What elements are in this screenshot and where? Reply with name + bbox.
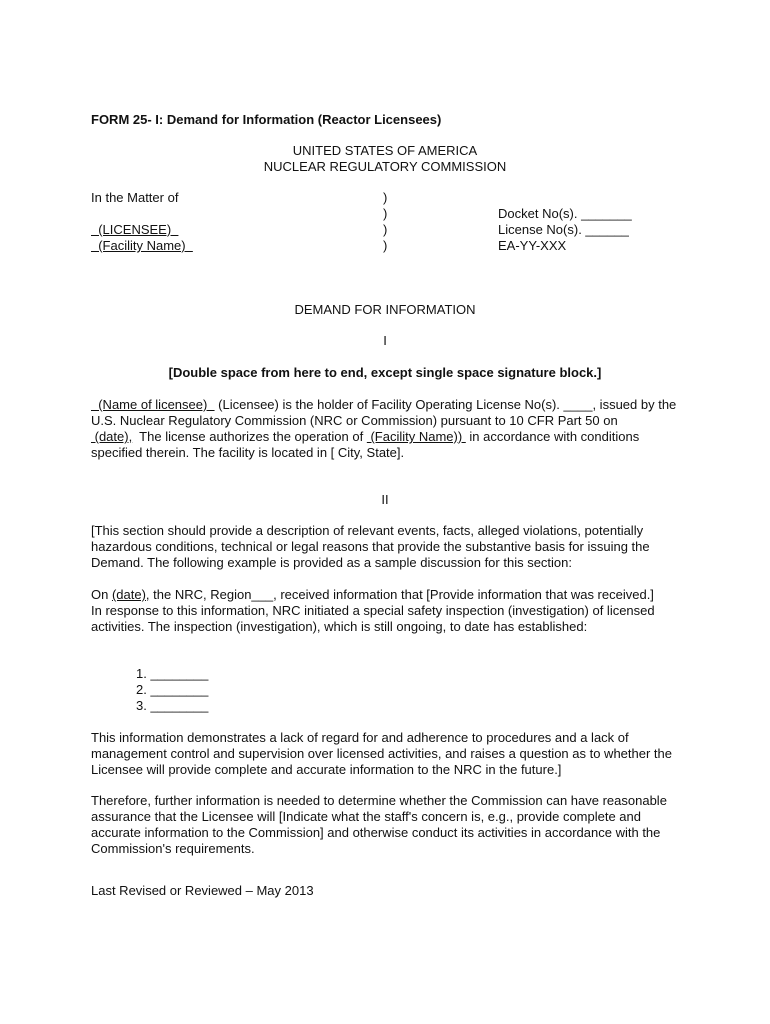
caption-paren: ) — [383, 206, 388, 221]
form-title: FORM 25- I: Demand for Information (Reactor Licensees) — [91, 112, 442, 127]
agency-line-1: UNITED STATES OF AMERICA — [292, 143, 478, 158]
licensee-paragraph-text-c: in accordance with conditions specified therein. The facility is located in [ City, State]. — [91, 429, 640, 460]
licensee-placeholder: (LICENSEE) — [91, 222, 179, 237]
list-item: 3. ________ — [136, 698, 209, 713]
in-the-matter-of: In the Matter of — [91, 190, 179, 205]
example-text-b: the NRC, Region___, received information that [Provide information that was received.] In response to this information, NRC initiated a special safety inspection (investigation) of licensed activities. The inspection (investigation), which is still ongoing, to date has established: — [91, 587, 655, 634]
section-description-paragraph: [This section should provide a description of relevant events, facts, alleged violations, potentially hazardous conditions, technical or legal reasons that provide the substantive basis for issuing the Demand. The following example is provided as a sample discussion for this section: — [91, 523, 650, 570]
list-item: 2. ________ — [136, 682, 209, 697]
caption-paren: ) — [383, 238, 388, 253]
licensee-paragraph — [91, 397, 687, 461]
section-numeral-1: I — [383, 333, 387, 348]
docket-number: Docket No(s). _______ — [498, 206, 632, 221]
ea-number: EA-YY-XXX — [498, 238, 567, 253]
conclusion-paragraph: This information demonstrates a lack of regard for and adherence to procedures and a lack of management control and supervision over licensed activities, and raises a question as to whether the Licensee will provide complete and accurate information to the NRC in the future.] — [91, 730, 672, 777]
spacing-instruction: [Double space from here to end, except single space signature block.] — [168, 365, 602, 380]
revision-footer: Last Revised or Reviewed – May 2013 — [91, 883, 314, 898]
example-text-a: On — [91, 587, 112, 602]
license-number: License No(s). ______ — [498, 222, 629, 237]
caption-paren: ) — [383, 190, 388, 205]
section-numeral-2: II — [381, 492, 389, 507]
name-of-licensee-placeholder: (Name of licensee) — [91, 397, 215, 412]
facility-name-placeholder: (Facility Name)) — [366, 429, 466, 444]
example-date-placeholder: (date), — [111, 587, 150, 602]
caption-paren: ) — [383, 222, 388, 237]
licensee-paragraph-text-b: The license authorizes the operation of — [132, 429, 367, 444]
therefore-paragraph: Therefore, further information is needed to determine whether the Commission can have reasonable assurance that the Licensee will [Indicate what the staff's concern is, e.g., provide complete and accurate information to the Commission] and otherwise conduct its activities in accordance with the Commission's requirements. — [91, 793, 667, 856]
facility-placeholder: (Facility Name) — [91, 238, 193, 253]
date-placeholder: (date), — [91, 429, 133, 444]
licensee-paragraph-text-a: (Licensee) is the holder of Facility Operating License No(s). ____, issued by the U.S. Nuclear Regulatory Commission (NRC or Commission) pursuant to 10 CFR Part 50 on — [91, 397, 677, 428]
document-title: DEMAND FOR INFORMATION — [294, 302, 476, 317]
list-item: 1. ________ — [136, 666, 209, 681]
example-paragraph — [91, 587, 666, 635]
agency-line-2: NUCLEAR REGULATORY COMMISSION — [263, 159, 507, 174]
